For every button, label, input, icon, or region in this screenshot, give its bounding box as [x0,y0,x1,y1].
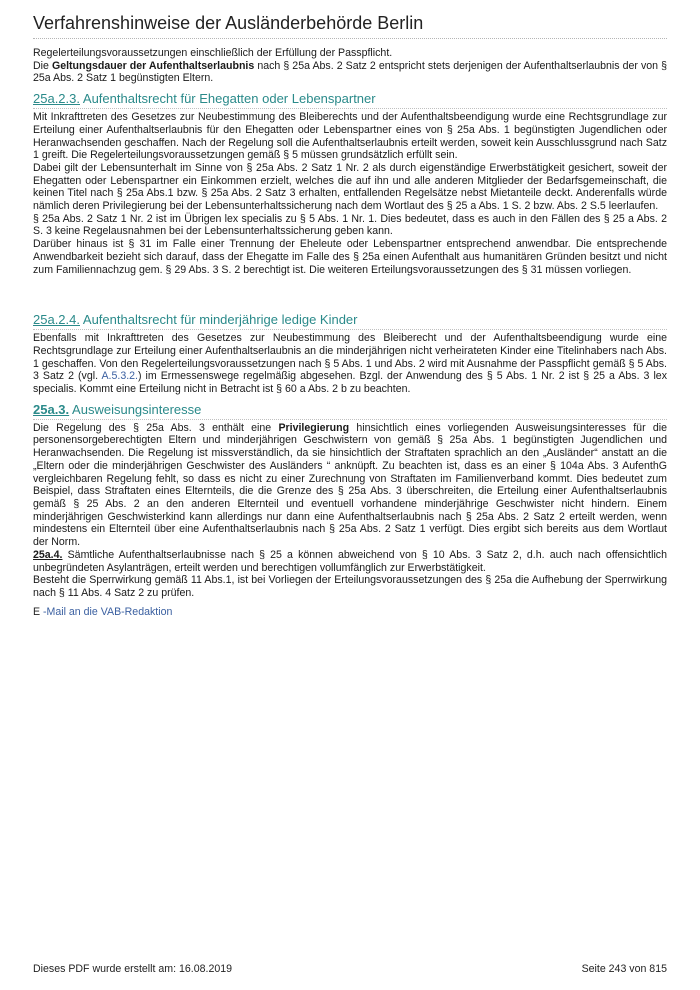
intro-block [33,47,667,85]
paragraph: Dabei gilt der Lebensunterhalt im Sinne von § 25a Abs. 2 Satz 1 Nr. 2 als durch eigenständige Erwerbstätigkeit gesichert, soweit der Ehegatten oder Lebenspartner ein Einkommen erzielt, welches die auf ihn und alle anderen Mitglieder der Bedarfsgemeinschaft, die keinen Titel nach § 25a Abs.1 bzw. § 25a Abs. 2 Satz 3 erhalten, entfallenden Regelsätze nebst Mietanteile deckt. Anderenfalls würde nämlich deren Privilegierung bei der Lebensunterhaltssicherung nach dem Wortlaut des § 25 a Abs. 1 S. 2 bzw. Abs. 2 S.5 leerlaufen. [33,161,667,213]
section-body-25a-3 [33,422,667,600]
section-title: Aufenthaltsrecht für Ehegatten oder Lebenspartner [80,91,376,107]
intro-text-post: nach § 25a Abs. 2 Satz 2 entspricht stets derjenigen der Aufenthaltserlaubnis der von § 25a Abs. 2 Satz 1 begünstigten Eltern. [33,59,667,85]
footer-page-number: Seite 243 von 815 [581,963,667,975]
paragraph: Darüber hinaus ist § 31 im Falle einer Trennung der Eheleute oder Lebenspartner entsprechend anwendbar. Die entsprechende Anwendbarkeit bezieht sich darauf, dass der Ehegatte im Falle des § 25a einen Aufenthalt aus humanitären Gründen besitzt und nicht zum Familiennachzug gem. § 29 Abs. 3 S. 2 berechtigt ist. Die weiteren Erteilungsvoraussetzungen des § 31 müssen vorliegen. [33,238,667,276]
section-number-25a-4[interactable]: 25a.4. [33,548,63,561]
section-number-link[interactable]: 25a.3. [33,401,70,417]
intro-bold-term: Geltungsdauer der Aufenthaltserlaubnis [51,59,255,72]
intro-paragraph [33,60,667,85]
section-heading-25a-2-4 [33,312,667,330]
paragraph-text: hinsichtlich eines vorliegenden Ausweisungsinteresses für die personensorgeberechtigten Eltern und minderjährigen Geschwistern von gemäß § 25a Abs. 1 begünstigten Jugendlichen und Heranwachsenden. Die Regelung ist missverständlich, da sie hinsichtlich der Straftaten sprachlich an den „Ausländer“ anstatt an die „Eltern oder die minderjährigen Geschwister des Ausländers “ anknüpft. Zu beachten ist, dass es an einer § 104a Abs. 3 AufenthG vergleichbaren Regelung fehlt, so dass es nicht zu einer Zurechnung von Straftaten im Familienverband kommt. Dies bedeutet zum Beispiel, dass Straftaten eines Elternteils, die die Grenze des § 25a Abs. 3 überschreiten, die Erteilung einer Aufenthaltserlaubnis gemäß § 25 Abs. 2 an den anderen Elternteil und eventuell vorhandene minderjährige Geschwister nicht hindern. Einem minderjährigen Geschwisterkind kann allerdings nur dann eine Aufenthaltserlaubnis nach § 25a Abs. 2 Satz 2 erteilt werden, wenn mindestens ein Elternteil über eine Aufenthaltserlaubnis nach § 25a Abs. 2 Satz 1 verfügt. Dies ergibt sich bereits aus dem Wortlaut der Norm. [33,421,667,549]
paragraph-text: Ebenfalls mit Inkrafttreten des Gesetzes zur Neubestimmung des Bleiberecht und der Aufenthaltsbeendigung wurde eine Rechtsgrundlage zur Erteilung einer Aufenthaltserlaubnis an die minderjährigen nicht verheirateten Kinder eine Titelinhabers nach Abs. 1 geschaffen. Von den Regelerteilungsvoraussetzungen nach § 5 Abs. 1 und Abs. 2 wird mit Ausnahme der Passpflicht gemäß § 5 Abs. 3 Satz 2 (vgl. [33,332,667,383]
section-heading-25a-2-3 [33,91,667,109]
footer-created-date: Dieses PDF wurde erstellt am: 16.08.2019 [33,963,233,975]
paragraph-text: Die Regelung des § 25a Abs. 3 enthält eine [33,421,279,434]
section-number-link[interactable]: 25a.2.4. [33,312,80,328]
paragraph-text: ) im Ermessenswege regelmäßig abgesehen. Bzgl. der Anwendung des § 5 Abs. 1 Nr. 2 ist § 25 a Abs. 3 lex specialis. Kommt eine Erteilung nicht in Betracht ist § 60 a Abs. 2 b zu beachten. [33,370,667,396]
paragraph: § 25a Abs. 2 Satz 1 Nr. 2 ist im Übrigen lex specialis zu § 5 Abs. 1 Nr. 1. Dies bedeutet, dass es auch in den Fällen des § 25 a Abs. 2 S. 3 keine Regelausnahmen bei der Lebensunterhaltssicherung geben kann. [33,212,667,238]
page-title: Verfahrenshinweise der Ausländerbehörde Berlin [33,12,667,39]
section-heading-25a-3 [33,402,667,420]
bold-term: Privilegierung [278,421,350,434]
cross-reference-link[interactable]: A.5.3.2. [101,370,138,383]
paragraph: Mit Inkrafttreten des Gesetzes zur Neubestimmung des Bleiberechts und der Aufenthaltsbeendigung wurde eine Rechtsgrundlage zur Erteilung einer Aufenthaltserlaubnis für den Ehegatten oder Lebenspartner eines von § 25a Abs. 1 begünstigten Jugendlichen oder Heranwachsenden geschaffen. Nach der Regelung soll die Aufenthaltserlaubnis erteilt werden, soweit kein Ausschlussgrund nach Satz 1 greift. Die Regelerteilungsvoraussetzungen gemäß § 5 müssen grundsätzlich erfüllt sein. [33,111,667,162]
paragraph: Besteht die Sperrwirkung gemäß 11 Abs.1, ist bei Vorliegen der Erteilungsvoraussetzungen des § 25a die Aufhebung der Sperrwirkung nach § 11 Abs. 4 Satz 2 zu prüfen. [33,574,667,599]
section-number-link[interactable]: 25a.2.3. [33,91,80,107]
paragraph [33,332,667,396]
intro-text-pre: Die [33,59,52,72]
paragraph [33,549,667,574]
paragraph [33,422,667,549]
section-body-25a-2-4 [33,332,667,396]
intro-line: Regelerteilungsvoraussetzungen einschließlich der Erfüllung der Passpflicht. [33,47,393,59]
section-body-25a-2-3 [33,111,667,276]
document-page [33,0,667,619]
section-title: Ausweisungsinteresse [69,401,202,417]
mail-link-row [33,606,667,619]
spacer [33,276,667,306]
mail-prefix: E [33,605,44,618]
section-title: Aufenthaltsrecht für minderjährige ledige Kinder [80,312,358,328]
paragraph-text: Sämtliche Aufenthaltserlaubnisse nach § 25 a können abweichend von § 10 Abs. 3 Satz 2, d.h. auch nach offensichtlich unbegründeten Asylanträgen, erteilt werden und berechtigen vollumfänglich zur Erwerbstätigkeit. [33,548,667,574]
mail-editor-link[interactable]: -Mail an die VAB-Redaktion [43,605,173,618]
page-footer [33,963,667,976]
